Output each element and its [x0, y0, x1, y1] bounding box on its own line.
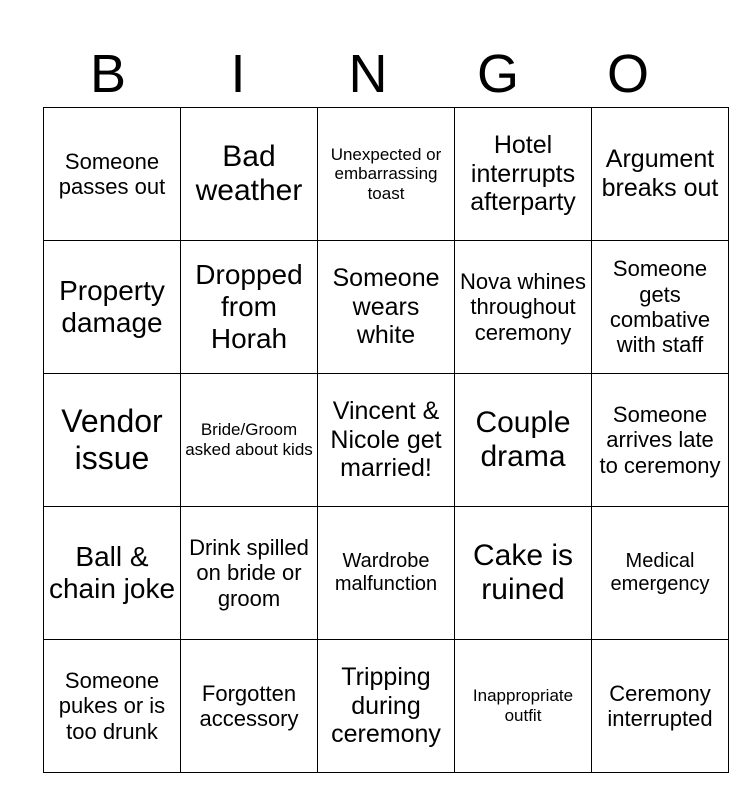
bingo-cell[interactable]: Cake is ruined	[455, 507, 592, 640]
bingo-cell[interactable]: Someone arrives late to ceremony	[592, 374, 729, 507]
bingo-cell[interactable]: Hotel interrupts afterparty	[455, 108, 592, 241]
bingo-cell[interactable]: Inappropriate outfit	[455, 640, 592, 773]
bingo-cell[interactable]: Wardrobe malfunction	[318, 507, 455, 640]
header-letter-o: O	[606, 44, 649, 104]
grid-row	[44, 374, 729, 507]
bingo-cell[interactable]: Dropped from Horah	[181, 241, 318, 374]
grid-row	[44, 507, 729, 640]
grid-row	[44, 108, 729, 241]
bingo-cell[interactable]: Bride/Groom asked about kids	[181, 374, 318, 507]
bingo-cell[interactable]: Bad weather	[181, 108, 318, 241]
bingo-cell[interactable]: Ceremony interrupted	[592, 640, 729, 773]
bingo-cell[interactable]: Drink spilled on bride or groom	[181, 507, 318, 640]
bingo-cell[interactable]: Someone passes out	[44, 108, 181, 241]
bingo-cell[interactable]: Someone gets combative with staff	[592, 241, 729, 374]
grid-row	[44, 640, 729, 773]
bingo-card-grid	[43, 107, 729, 773]
bingo-cell[interactable]: Vincent & Nicole get married!	[318, 374, 455, 507]
grid-row	[44, 241, 729, 374]
bingo-header	[43, 44, 693, 104]
bingo-cell[interactable]: Couple drama	[455, 374, 592, 507]
header-letter-n: N	[348, 44, 388, 104]
bingo-cell[interactable]: Medical emergency	[592, 507, 729, 640]
bingo-cell[interactable]: Tripping during ceremony	[318, 640, 455, 773]
bingo-cell[interactable]: Nova whines throughout ceremony	[455, 241, 592, 374]
bingo-cell[interactable]: Someone wears white	[318, 241, 455, 374]
bingo-cell[interactable]: Unexpected or embarrassing toast	[318, 108, 455, 241]
bingo-cell[interactable]: Forgotten accessory	[181, 640, 318, 773]
bingo-cell[interactable]: Property damage	[44, 241, 181, 374]
bingo-cell[interactable]: Argument breaks out	[592, 108, 729, 241]
header-letter-g: G	[476, 44, 519, 104]
bingo-cell[interactable]: Vendor issue	[44, 374, 181, 507]
header-letter-b: B	[89, 44, 127, 104]
header-letter-i: I	[230, 44, 246, 104]
bingo-cell[interactable]: Ball & chain joke	[44, 507, 181, 640]
bingo-cell[interactable]: Someone pukes or is too drunk	[44, 640, 181, 773]
